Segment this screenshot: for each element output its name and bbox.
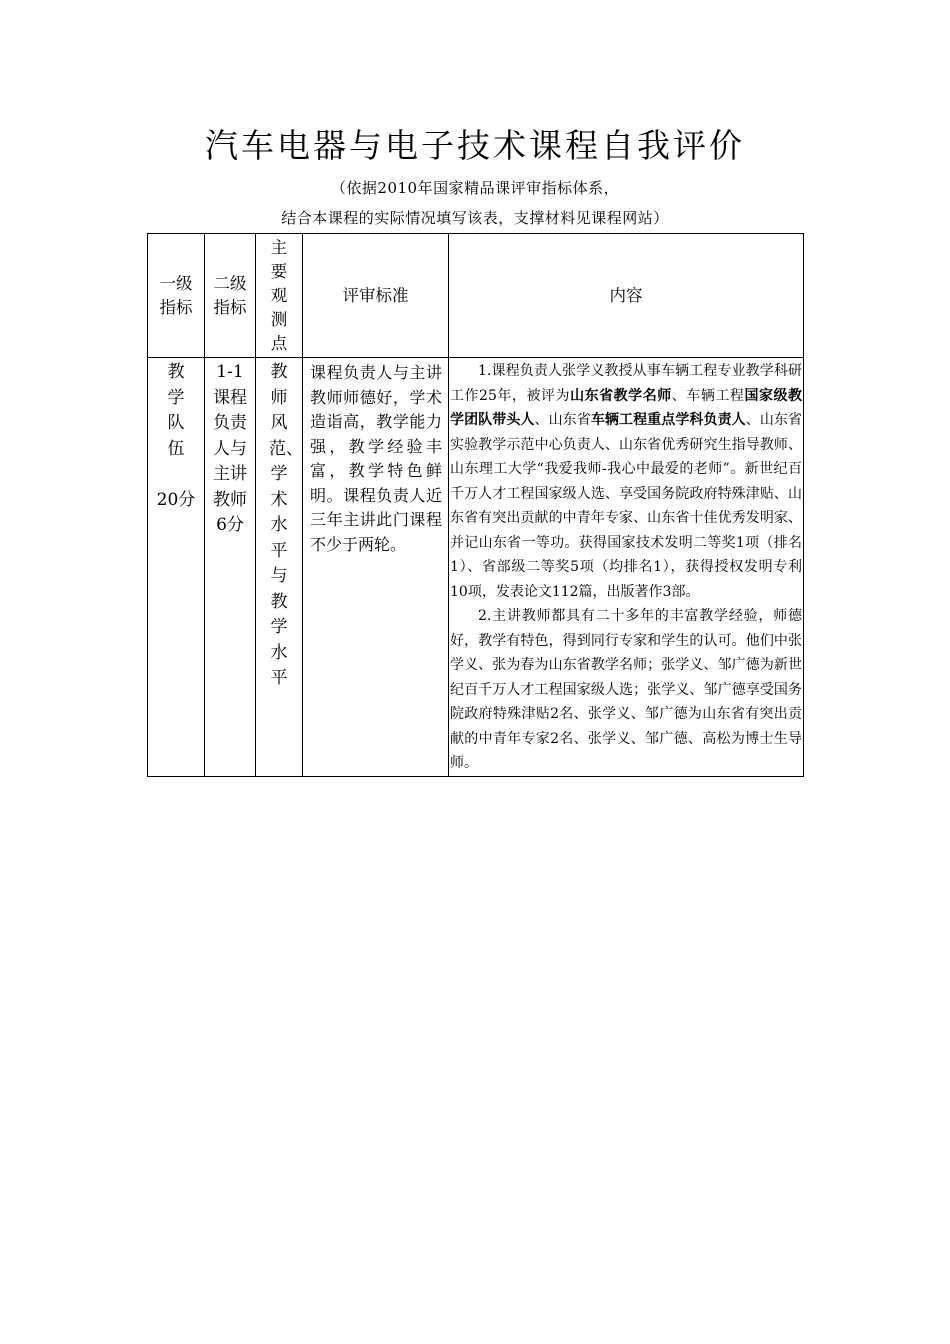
content-paragraph-2: 2.主讲教师都具有二十多年的丰富教学经验，师德好，教学有特色，得到同行专家和学生的认可。他们中张学义、张为春为山东省教学名师；张学义、邹广德为新世纪百千万人才工程国家级人选；张学义、邹广德享受国务院政府特殊津贴2名、张学义、邹广德为山东省有突出贡献的中青年专家2名、张学义、邹广德、高松为博士生导师。 (450, 608, 802, 771)
header-content (449, 234, 804, 358)
cell-level2-indicator (205, 358, 256, 777)
header-level2-label: 二级指标 (213, 273, 247, 317)
table-header-row (148, 234, 804, 358)
observation-point-text: 教师风范、学术水平与教学水平 (269, 362, 303, 688)
header-level1-label: 一级指标 (159, 273, 193, 317)
document-subtitle-line-2: 结合本课程的实际情况填写该表，支撑材料见课程网站） (281, 209, 669, 227)
cell-observation-point (256, 358, 303, 777)
header-level1-indicator (148, 234, 205, 358)
content-p1-text-4: 、山东省实验教学示范中心负责人、山东省优秀研究生指导教师、山东理工大学“我爱我师-我心中最爱的老师”。新世纪百千万人才工程国家级人选、享受国务院政府特殊津贴、山东省有突出贡献的中青年专家、山东省十佳优秀发明家、并记山东省一等功。获得国家技术发明二等奖1项（排名1）、省部级二等奖5项（均排名1），获得授权发明专利10项，发表论文112篇，出版著作3部。 (450, 412, 803, 600)
level1-indicator-name: 教学队伍 (167, 362, 185, 459)
content-p1-text-2: 、车辆工程 (671, 387, 745, 404)
level2-indicator-text: 1-1课程负责人与主讲教师6分 (213, 362, 247, 535)
document-title: 汽车电器与电子技术课程自我评价 (205, 126, 745, 165)
level1-indicator-score: 20分 (156, 489, 196, 510)
content-p1-text-1: 1.课程负责人张学义教授从事车辆工程专业教学科研工作25年，被评为 (450, 363, 802, 404)
cell-content (449, 358, 804, 777)
header-criteria-label: 评审标准 (342, 285, 409, 305)
content-p1-bold-1: 山东省教学名师 (570, 387, 672, 404)
cell-review-criteria (303, 358, 449, 777)
header-level2-indicator (205, 234, 256, 358)
table-row (148, 358, 804, 777)
content-paragraph-1 (450, 359, 802, 604)
header-content-label: 内容 (609, 285, 643, 305)
evaluation-table (147, 233, 804, 777)
review-criteria-text: 课程负责人与主讲教师师德好，学术造诣高，教学能力强，教学经验丰富，教学特色鲜明。课程负责人近三年主讲此门课程不少于两轮。 (310, 363, 442, 554)
content-p1-bold-3: 车辆工程重点学科负责人 (590, 412, 746, 428)
header-observation-point (256, 234, 303, 358)
cell-level1-indicator (148, 358, 205, 777)
header-observation-label: 主要观测点 (270, 237, 288, 353)
header-review-criteria (303, 234, 449, 358)
content-p1-text-3: 、山东省 (534, 412, 591, 428)
document-subtitle-line-1: （依据2010年国家精品课评审指标体系， (330, 179, 620, 197)
content-p1-bold-2: 国家级教学团队带头人 (450, 387, 803, 428)
